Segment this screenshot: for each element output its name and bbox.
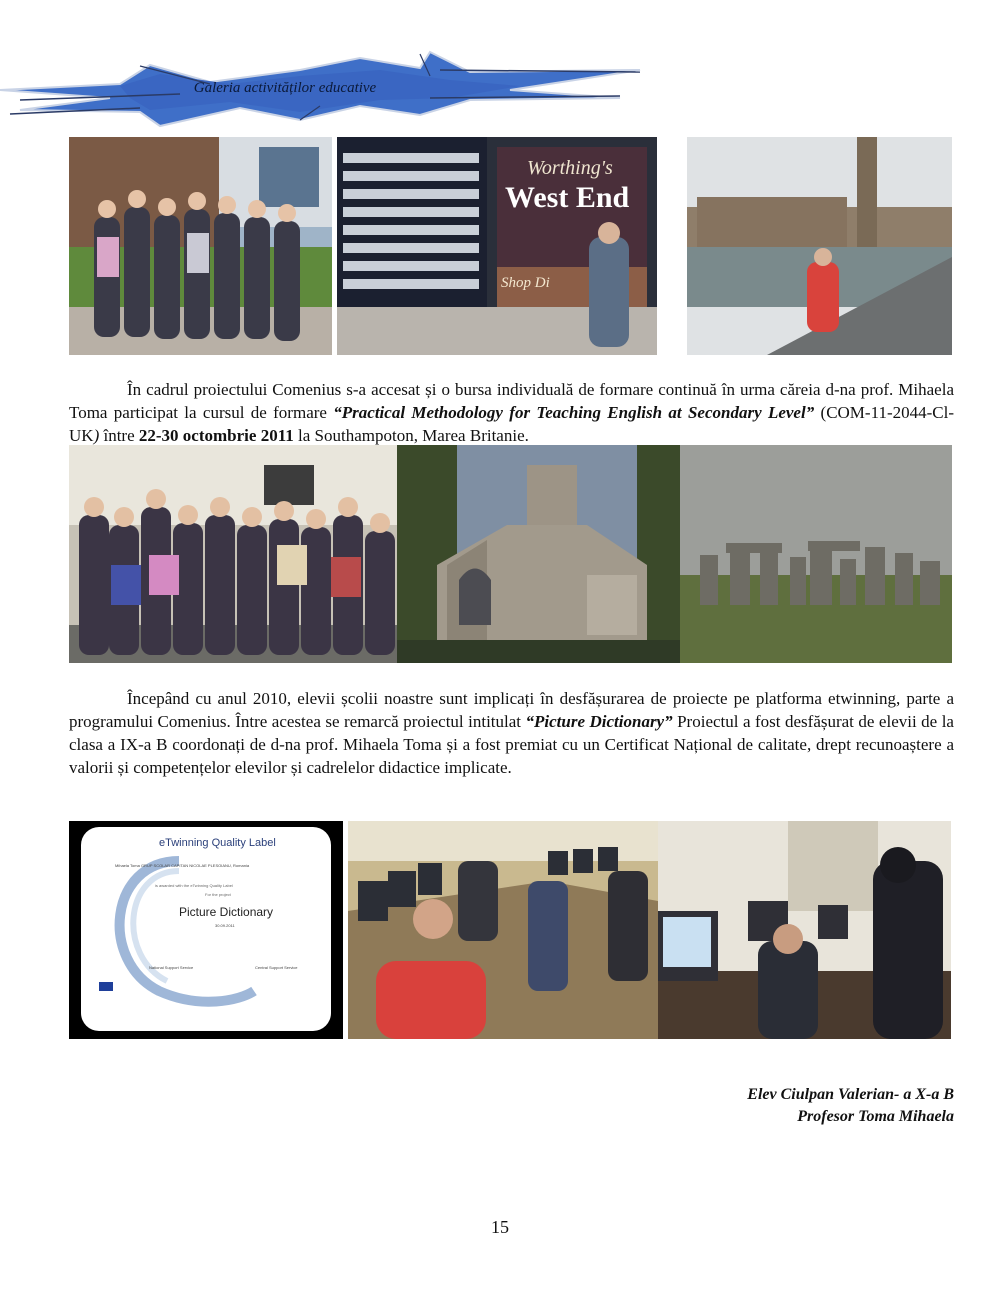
cathedral-photo bbox=[397, 445, 680, 663]
course-title: “Practical Methodology for Teaching English at Secondary Level” bbox=[333, 403, 815, 422]
computer-lab-teacher-photo bbox=[658, 821, 951, 1039]
paragraph-etwinning-project: Începând cu anul 2010, elevii școlii noastre sunt implicați în desfășurarea de proiecte pe platforma etwinning, parte a programului Comenius. Între acestea se remarcă proiectul intitulat “Picture Dictionary” Proiectul a fost desfășurat de elevii de la clasa a IX-a B coordonați de d-na prof. Mihaela Toma și a fost premiat cu un Certificat Național de calitate, drept recunoaștere a valorii și competențelor elevilor și cadrelelor didactice implicate. bbox=[69, 689, 954, 777]
certificate-label: eTwinning Quality Label bbox=[159, 837, 276, 849]
header-title: Galeria activităților educative bbox=[193, 80, 377, 96]
author-student: Elev Ciulpan Valerian- a X-a B bbox=[747, 1086, 954, 1103]
sign-text-worthings: Worthing's bbox=[527, 157, 613, 179]
certificate-date: 30.09.2011 bbox=[215, 923, 235, 928]
eu-flag-icon bbox=[99, 982, 113, 991]
computer-lab-photo bbox=[348, 821, 658, 1039]
sign-text-shop: Shop Di bbox=[501, 275, 550, 291]
certificate-project-title: Picture Dictionary bbox=[179, 905, 274, 919]
worthing-west-end-sign bbox=[337, 137, 657, 355]
certificate-school: Mihaela Toma GRUP SCOLAR CAPITAN NICOLAE PLESOIANU, Romania bbox=[115, 863, 250, 868]
course-dates: 22-30 octombrie 2011 bbox=[138, 426, 294, 445]
stonehenge-photo bbox=[680, 445, 952, 663]
london-big-ben-photo bbox=[687, 137, 952, 355]
certificate-presented: is awarded with the eTwinning Quality Label bbox=[155, 883, 233, 888]
certificate-swirl-graphic bbox=[89, 841, 269, 1021]
author-teacher: Profesor Toma Mihaela bbox=[797, 1108, 954, 1125]
certificate-left-signature: National Support Service bbox=[149, 965, 194, 970]
sign-text-west-end: West End bbox=[505, 181, 630, 214]
certificate-for-project: For the project bbox=[205, 892, 231, 897]
project-title: “Picture Dictionary” bbox=[525, 712, 673, 731]
etwinning-certificate-image bbox=[69, 821, 343, 1039]
certificate-right-signature: Central Support Service bbox=[255, 965, 298, 970]
group-photo-course bbox=[69, 445, 397, 663]
paragraph-comenius-course: În cadrul proiectului Comenius s-a accesat și o bursa individuală de formare continuă în urma căreia d-na prof. Mihaela Toma participat la cursul de formare “Practical Methodology for Teaching English at Secondary Level” (COM-11-2044-Cl-UK) între 22-30 octombrie 2011 la Southampoton, Marea Britanie. bbox=[69, 380, 954, 445]
page-number: 15 bbox=[491, 1217, 509, 1237]
group-photo-school bbox=[69, 137, 332, 355]
